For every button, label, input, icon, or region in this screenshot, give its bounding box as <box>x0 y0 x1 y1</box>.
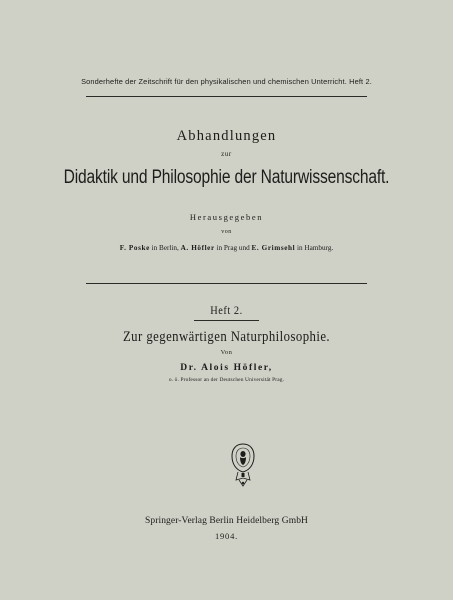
editors-intro: Herausgegeben <box>189 212 264 222</box>
editors-von: von <box>221 229 232 235</box>
issue-underline <box>194 320 259 321</box>
author-von: Von <box>220 349 233 356</box>
top-rule <box>86 96 367 97</box>
editor-place-prag: in Prag und <box>214 244 252 252</box>
editor-name-grimsehl: E. Grimsehl <box>251 244 296 252</box>
editor-place-berlin: in Berlin, <box>149 244 181 252</box>
subtitle: Zur gegenwärtigen Naturphilosophie. <box>122 329 331 345</box>
middle-rule <box>86 283 367 284</box>
publication-year: 1904. <box>214 531 239 541</box>
main-title: Didaktik und Philosophie der Naturwissenschaft. <box>63 167 390 188</box>
editor-name-hoefler: A. Höfler <box>180 244 215 252</box>
title-abhandlungen: Abhandlungen <box>176 128 277 144</box>
publisher-emblem-icon <box>228 442 258 488</box>
title-zur: zur <box>221 150 232 158</box>
editor-name-poske: F. Poske <box>119 244 150 252</box>
series-line: Sonderhefte der Zeitschrift für den physikalischen und chemischen Unterricht. Heft 2. <box>81 77 372 86</box>
publisher: Springer-Verlag Berlin Heidelberg GmbH <box>144 516 309 526</box>
issue-number: Heft 2. <box>210 305 243 317</box>
author-name: Dr. Alois Höfler, <box>180 363 273 373</box>
editors-line <box>0 244 453 252</box>
author-affiliation: o. ö. Professor an der Deutschen Universität Prag. <box>168 377 285 383</box>
editor-place-hamburg: in Hamburg. <box>295 244 334 252</box>
